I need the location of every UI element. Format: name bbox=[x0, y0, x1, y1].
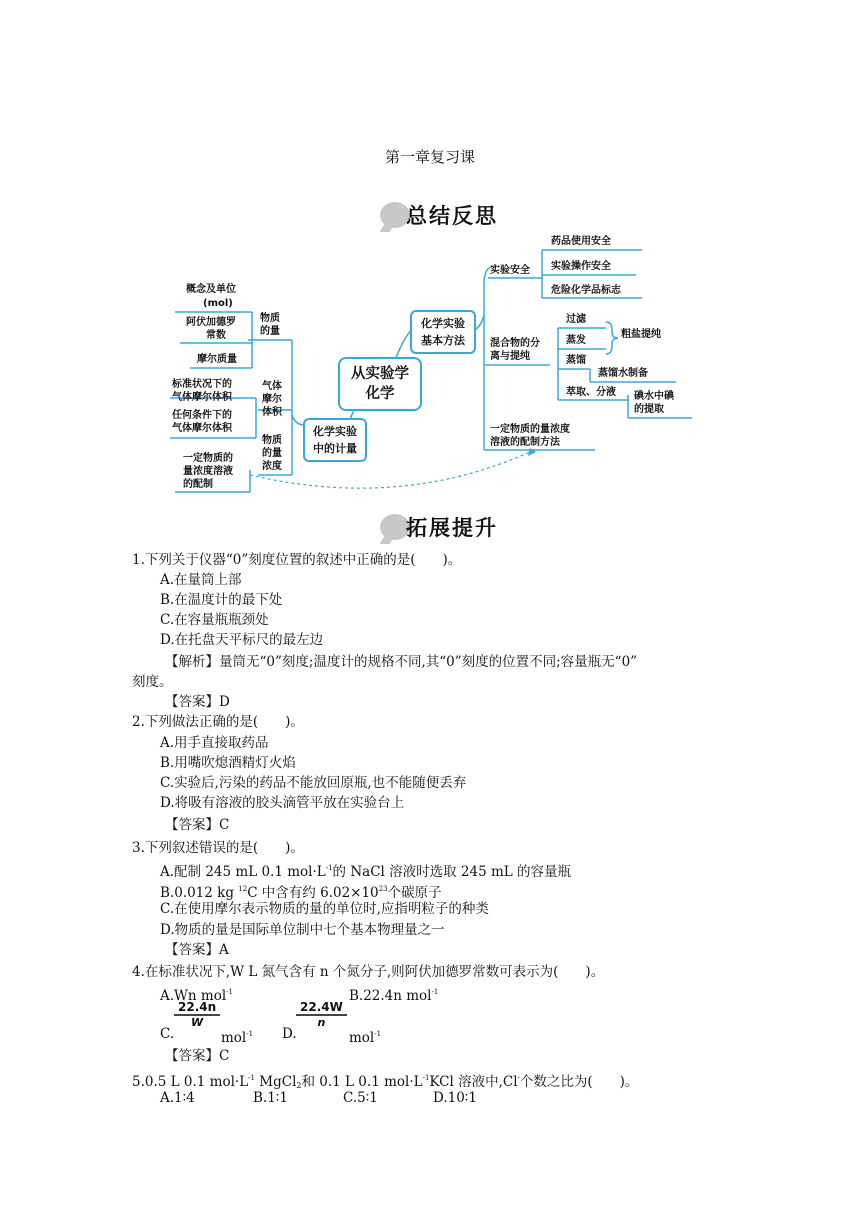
q2-answer: 【答案】C bbox=[165, 817, 230, 833]
node-conc-line2: 的量 bbox=[262, 448, 282, 459]
node-avogadro-line2: 常数 bbox=[206, 330, 226, 341]
q1-option-c: C.在容量瓶瓶颈处 bbox=[160, 612, 269, 628]
q3-option-b-part1: B.0.012 kg bbox=[160, 885, 239, 901]
node-molar-mass: 摩尔质量 bbox=[197, 354, 237, 365]
q1-option-a: A.在量筒上部 bbox=[160, 572, 242, 588]
node-gas-line2: 摩尔 bbox=[262, 394, 282, 405]
node-std-line1: 标准状况下的 bbox=[172, 379, 232, 390]
q5-stem-part4: KCl 溶液中,Cl bbox=[429, 1074, 518, 1090]
mindmap-center-line1: 从实验学 bbox=[351, 366, 409, 382]
q3-option-b-part3: 个碳原子 bbox=[387, 885, 442, 901]
q3-option-c: C.在使用摩尔表示物质的量的单位时,应指明粒子的种类 bbox=[160, 901, 489, 917]
q5-option-a: A.1∶4 bbox=[160, 1090, 195, 1106]
q5-stem-part3: 和 0.1 L 0.1 mol·L bbox=[301, 1074, 423, 1090]
q4-option-d-unit bbox=[349, 1024, 381, 1048]
q3-option-a-part2: 的 NaCl 溶液时选取 245 mL 的容量瓶 bbox=[332, 864, 572, 880]
q3-option-a-part1: A.配制 245 mL 0.1 mol·L bbox=[160, 864, 326, 880]
q4-option-c-numerator: 22.4n bbox=[174, 1000, 220, 1016]
q3-answer: 【答案】A bbox=[165, 942, 229, 958]
mindmap-center-line2: 化学 bbox=[365, 386, 395, 402]
q4-option-c-unit-sup: -1 bbox=[246, 1030, 254, 1038]
q3-option-b-sup2: 23 bbox=[378, 885, 388, 893]
node-evap: 蒸发 bbox=[566, 335, 586, 346]
extend-banner bbox=[380, 512, 498, 542]
node-any-line2: 气体摩尔体积 bbox=[172, 423, 232, 434]
q4-option-a-text: A.Wn mol bbox=[160, 988, 227, 1004]
q4-option-b-sup: -1 bbox=[431, 988, 439, 996]
node-std-line2: 气体摩尔体积 bbox=[172, 392, 232, 403]
q2-option-b: B.用嘴吹熄酒精灯火焰 bbox=[160, 755, 296, 771]
node-solution-line1: 一定物质的量浓度 bbox=[490, 424, 570, 435]
q5-stem bbox=[132, 1068, 638, 1096]
q4-option-d-unit-text: mol bbox=[349, 1030, 375, 1046]
mind-map bbox=[0, 0, 860, 500]
q4-option-a-sup: -1 bbox=[226, 988, 233, 996]
q1-analysis-line2: 刻度。 bbox=[132, 674, 173, 690]
q3-option-b-sup1: 12 bbox=[238, 885, 248, 893]
q2-option-a: A.用手直接取药品 bbox=[160, 735, 269, 751]
q5-stem-part5: 个数之比为( )。 bbox=[519, 1074, 639, 1090]
node-prep-line1: 一定物质的 bbox=[183, 453, 233, 464]
mindmap-right-box bbox=[410, 310, 476, 354]
q1-option-d: D.在托盘天平标尺的最左边 bbox=[160, 632, 324, 648]
node-safety-item-1: 药品使用安全 bbox=[551, 236, 611, 247]
q4-option-c-unit-text: mol bbox=[221, 1030, 247, 1046]
summary-banner-label: 总结反思 bbox=[406, 204, 498, 228]
node-mix-line2: 离与提纯 bbox=[490, 351, 530, 362]
q4-option-c-label: C. bbox=[160, 1026, 175, 1042]
q5-stem-sub: 2 bbox=[296, 1081, 302, 1090]
q1-stem: 1.下列关于仪器“0”刻度位置的叙述中正确的是( )。 bbox=[132, 552, 462, 568]
node-conc-line3: 浓度 bbox=[262, 461, 282, 472]
q5-stem-sup2: -1 bbox=[422, 1074, 430, 1082]
q4-option-d-denominator: n bbox=[317, 1016, 326, 1029]
q5-option-b: B.1∶1 bbox=[253, 1090, 288, 1106]
q2-option-d: D.将吸有溶液的胶头滴管平放在实验台上 bbox=[160, 795, 405, 811]
node-concept-line1: 概念及单位 bbox=[186, 284, 236, 295]
q4-option-d-label: D. bbox=[282, 1026, 297, 1042]
q3-option-b-part2: C 中含有约 6.02×10 bbox=[247, 885, 379, 901]
q4-option-c-unit bbox=[221, 1024, 253, 1048]
node-filter: 过滤 bbox=[566, 314, 586, 325]
q4-option-d-fraction bbox=[296, 1000, 347, 1029]
q1-answer: 【答案】D bbox=[165, 694, 230, 710]
q5-stem-part1: 5.0.5 L 0.1 mol·L bbox=[132, 1074, 249, 1090]
extend-banner-label: 拓展提升 bbox=[406, 516, 498, 540]
mindmap-left-box bbox=[303, 418, 367, 462]
q4-option-d-numerator: 22.4W bbox=[296, 1000, 347, 1016]
node-salt: 粗盐提纯 bbox=[621, 329, 661, 340]
q1-option-b: B.在温度计的最下处 bbox=[160, 592, 283, 608]
node-prep-line2: 量浓度溶液 bbox=[183, 466, 233, 477]
q3-option-a-sup: -1 bbox=[325, 864, 333, 872]
left-box-line2: 中的计量 bbox=[313, 442, 357, 455]
q4-option-c-denominator: W bbox=[191, 1016, 204, 1029]
node-distill-water: 蒸馏水制备 bbox=[598, 368, 648, 379]
node-prep-line3: 的配制 bbox=[183, 479, 213, 490]
node-concept-line2: (mol) bbox=[203, 298, 233, 309]
q3-stem: 3.下列叙述错误的是( )。 bbox=[132, 840, 304, 856]
q3-option-d: D.物质的量是国际单位制中七个基本物理量之一 bbox=[160, 922, 445, 938]
node-conc-line1: 物质 bbox=[262, 435, 282, 446]
node-safety: 实验安全 bbox=[490, 265, 530, 276]
q2-option-c: C.实验后,污染的药品不能放回原瓶,也不能随便丢弃 bbox=[160, 775, 467, 791]
q5-stem-part2: MgCl bbox=[255, 1074, 297, 1090]
q2-stem: 2.下列做法正确的是( )。 bbox=[132, 714, 304, 730]
q4-stem: 4.在标准状况下,W L 氮气含有 n 个氮分子,则阿伏加德罗常数可表示为( )。 bbox=[132, 964, 605, 980]
q4-option-b-text: B.22.4n mol bbox=[349, 988, 432, 1004]
right-box-line1: 化学实验 bbox=[421, 317, 465, 330]
node-amount-line2: 的量 bbox=[260, 326, 280, 337]
node-distill: 蒸馏 bbox=[566, 355, 586, 366]
node-mix-line1: 混合物的分 bbox=[490, 338, 540, 349]
q5-option-c: C.5∶1 bbox=[343, 1090, 378, 1106]
node-avogadro-line1: 阿伏加德罗 bbox=[186, 317, 236, 328]
node-gas-line3: 体积 bbox=[262, 407, 282, 418]
q1-analysis-line1: 【解析】量筒无“0”刻度;温度计的规格不同,其“0”刻度的位置不同;容量瓶无“0” bbox=[165, 654, 638, 670]
q4-option-b bbox=[349, 982, 438, 1006]
node-iodine-line2: 的提取 bbox=[634, 404, 664, 415]
left-box-line1: 化学实验 bbox=[313, 425, 357, 438]
q5-stem-sup3: - bbox=[517, 1074, 520, 1082]
q4-option-c-fraction bbox=[174, 1000, 220, 1029]
node-any-line1: 任何条件下的 bbox=[172, 410, 232, 421]
node-extract: 萃取、分液 bbox=[566, 387, 616, 398]
node-iodine-line1: 碘水中碘 bbox=[634, 391, 674, 402]
node-safety-item-2: 实验操作安全 bbox=[551, 261, 611, 272]
q5-stem-sup1: -1 bbox=[248, 1074, 255, 1082]
q4-answer: 【答案】C bbox=[165, 1048, 230, 1064]
mindmap-center bbox=[338, 357, 422, 411]
node-safety-item-3: 危险化学品标志 bbox=[551, 285, 621, 296]
node-solution-line2: 溶液的配制方法 bbox=[490, 437, 560, 448]
q4-option-d-unit-sup: -1 bbox=[374, 1030, 382, 1038]
right-box-line2: 基本方法 bbox=[421, 334, 465, 347]
mind-map-lines bbox=[0, 0, 860, 500]
node-amount-line1: 物质 bbox=[260, 313, 280, 324]
q5-option-d: D.10∶1 bbox=[433, 1090, 477, 1106]
page-title: 第一章复习课 bbox=[384, 148, 475, 166]
node-gas-line1: 气体 bbox=[262, 381, 282, 392]
